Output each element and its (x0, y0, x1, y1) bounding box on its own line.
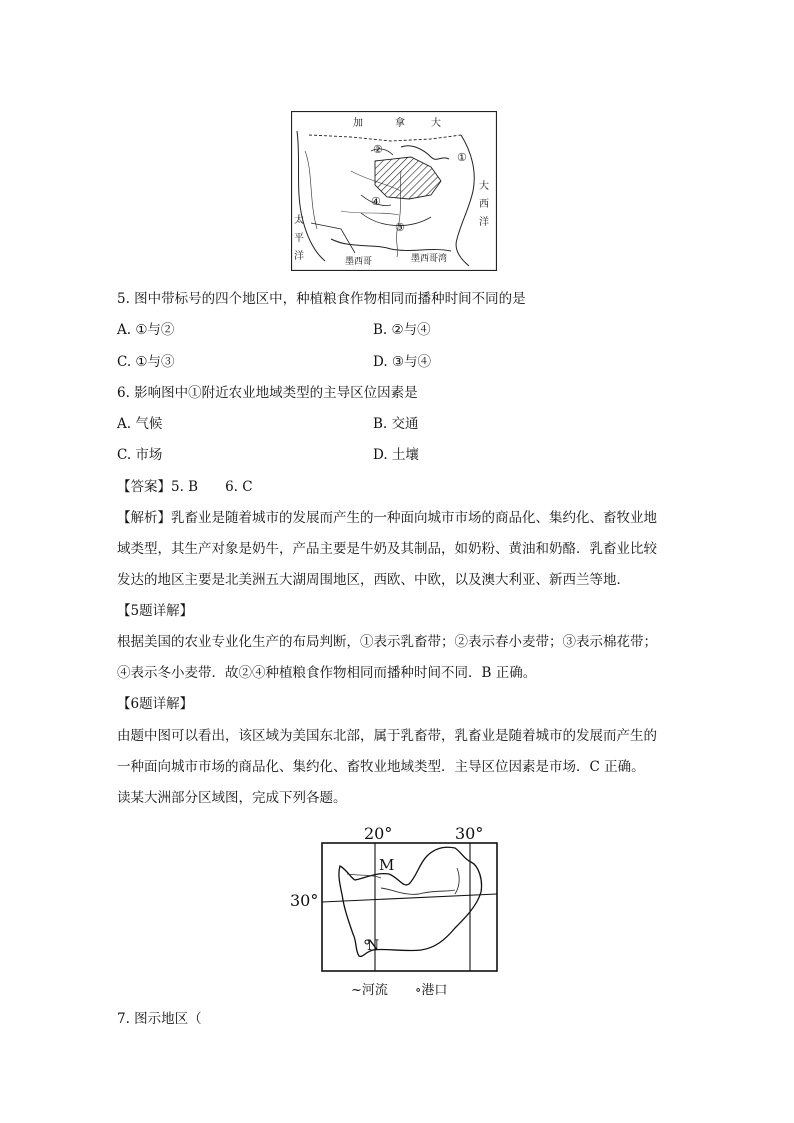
q6-option-d[interactable]: D. 土壤 (373, 447, 419, 463)
hatched-region (375, 157, 441, 199)
q7-stem: 7. 图示地区（ (117, 1011, 202, 1027)
usa-map-svg (291, 111, 497, 271)
q5-option-d[interactable]: D. ③与④ (373, 354, 432, 370)
region-2-marker: ② (373, 143, 383, 156)
africa-map-svg (285, 818, 505, 1002)
coastline (339, 847, 482, 956)
river-orange (381, 888, 455, 894)
detail5-line-2: ④表示冬小麦带．故②④种植粮食作物相同而播种时间不同．B 正确。 (117, 665, 537, 681)
gulf-coast (331, 239, 451, 251)
legend-port: ∘港口 (415, 983, 448, 998)
southern-africa-map (285, 818, 505, 1002)
label-atlantic-3: 洋 (479, 217, 489, 228)
canada-border (309, 135, 461, 141)
q6-stem: 6. 影响图中①附近农业地域类型的主导区位因素是 (117, 385, 418, 401)
label-n: N (367, 938, 380, 954)
usa-agriculture-map (291, 111, 497, 271)
detail6-line-2: 一种面向城市市场的商品化、集约化、畜牧业地域类型．主导区位因素是市场．C 正确。 (117, 759, 645, 775)
q6-option-c[interactable]: C. 市场 (117, 447, 163, 463)
label-atlantic-1: 大 (479, 181, 489, 192)
legend-river: ~河流 (351, 983, 388, 998)
label-atlantic-2: 西 (479, 199, 489, 210)
detail5-heading: 【5题详解】 (117, 603, 194, 619)
region-1-marker: ① (457, 151, 467, 164)
label-pacific-1: 太 (294, 215, 304, 226)
label-lat-30: 30° (290, 891, 319, 910)
region-4-marker: ④ (371, 195, 381, 208)
parallel-30 (322, 894, 497, 902)
label-gulf: 墨西哥湾 (411, 254, 448, 264)
q5-stem: 5. 图中带标号的四个地区中，种植粮食作物相同而播种时间不同的是 (117, 291, 526, 307)
q5-option-a[interactable]: A. ①与② (117, 322, 175, 338)
analysis-line-1: 【解析】乳畜业是随着城市的发展而产生的一种面向城市市场的商品化、集约化、畜牧业地 (117, 510, 657, 526)
q5-option-b[interactable]: B. ②与④ (373, 322, 431, 338)
label-pacific-3: 洋 (294, 251, 304, 262)
analysis-line-3: 发达的地区主要是北美洲五大湖周围地区，西欧、中欧，以及澳大利亚、新西兰等地． (117, 572, 630, 588)
region-3-marker: ③ (395, 221, 405, 234)
intro-next-questions: 读某大洲部分区域图，完成下列各题。 (117, 790, 347, 806)
analysis-line-2: 域类型，其生产对象是奶牛，产品主要是牛奶及其制品，如奶粉、黄油和奶酪．乳畜业比较 (117, 541, 657, 557)
q6-option-b[interactable]: B. 交通 (373, 416, 419, 432)
label-mexico: 墨西哥 (345, 257, 373, 267)
q6-option-a[interactable]: A. 气候 (117, 416, 163, 432)
detail6-heading: 【6题详解】 (117, 696, 194, 712)
answer-line: 【答案】5. B 6. C (117, 479, 253, 495)
q5-option-c[interactable]: C. ①与③ (117, 354, 175, 370)
detail5-line-1: 根据美国的农业专业化生产的布局判断，①表示乳畜带；②表示春小麦带；③表示棉花带； (117, 634, 657, 650)
label-lon-30: 30° (455, 824, 484, 843)
label-lon-20: 20° (364, 824, 393, 843)
label-m: M (379, 856, 395, 874)
label-canada-2: 拿 (395, 118, 405, 129)
label-pacific-2: 平 (294, 233, 304, 244)
label-canada-3: 大 (431, 118, 441, 129)
detail6-line-1: 由题中图可以看出，该区域为美国东北部，属于乳畜带，乳畜业是随着城市的发展而产生的 (117, 728, 657, 744)
river-east (455, 868, 459, 894)
label-canada-1: 加 (353, 118, 363, 129)
